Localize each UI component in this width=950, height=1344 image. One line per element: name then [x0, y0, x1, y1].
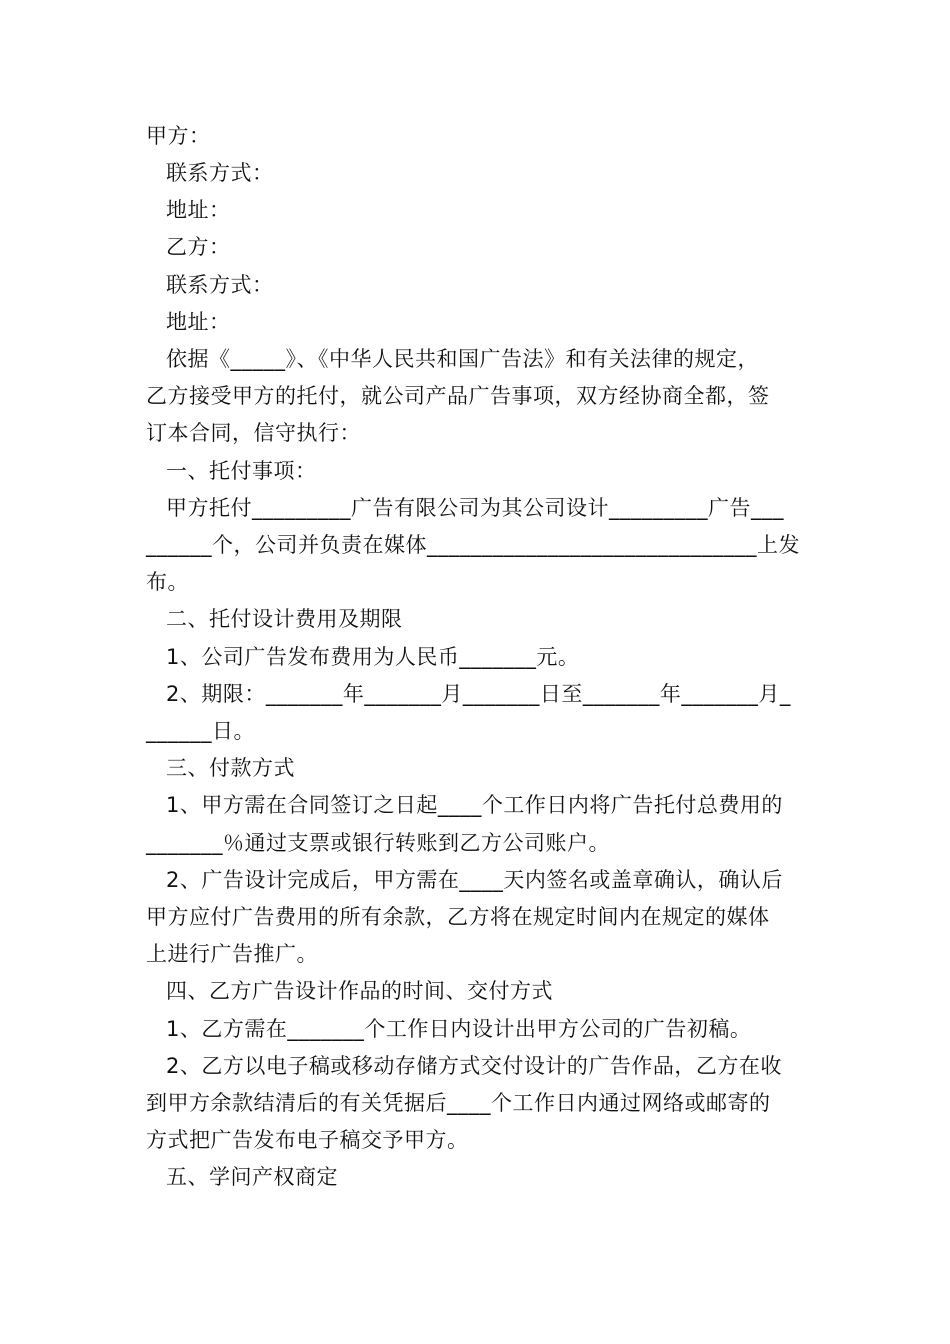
section-3-item-2-line-1: 2、广告设计完成后，甲方需在____天内签名或盖章确认，确认后 — [166, 868, 783, 892]
preamble-line-2: 乙方接受甲方的托付，就公司产品广告事项，双方经协商全都，签 — [146, 384, 770, 408]
section-heading-2: 二、托付设计费用及期限 — [166, 607, 403, 631]
section-2-item-2-line-2: ______日。 — [146, 719, 255, 743]
section-1-line-3: 布。 — [146, 570, 189, 594]
party-b-address-label: 地址： — [166, 310, 231, 334]
section-1-line-1: 甲方托付_________广告有限公司为其公司设计_________广告___ — [166, 496, 784, 520]
section-3-item-1-line-1: 1、甲方需在合同签订之日起____个工作日内将广告托付总费用的 — [166, 793, 783, 817]
party-a-label: 甲方： — [146, 124, 211, 148]
preamble-line-3: 订本合同，信守执行： — [146, 421, 361, 445]
section-4-item-2-line-3: 方式把广告发布电子稿交予甲方。 — [146, 1128, 469, 1152]
preamble-line-1: 依据《_____》、《中华人民共和国广告法》和有关法律的规定， — [166, 347, 759, 371]
section-4-item-2-line-1: 2、乙方以电子稿或移动存储方式交付设计的广告作品，乙方在收 — [166, 1054, 782, 1078]
section-2-item-1: 1、公司广告发布费用为人民币_______元。 — [166, 645, 580, 669]
section-heading-4: 四、乙方广告设计作品的时间、交付方式 — [166, 979, 553, 1003]
section-2-item-2-line-1: 2、期限：_______年_______月_______日至_______年_______月_ — [166, 682, 791, 706]
party-a-address-label: 地址： — [166, 198, 231, 222]
party-b-contact-label: 联系方式： — [166, 273, 274, 297]
section-heading-5: 五、学问产权商定 — [166, 1165, 338, 1189]
section-3-item-2-line-2: 甲方应付广告费用的所有余款，乙方将在规定时间内在规定的媒体 — [146, 905, 770, 929]
party-a-contact-label: 联系方式： — [166, 161, 274, 185]
party-b-label: 乙方： — [166, 235, 231, 259]
section-3-item-1-line-2: _______％通过支票或银行转账到乙方公司账户。 — [146, 831, 610, 855]
section-heading-1: 一、托付事项： — [166, 459, 317, 483]
section-1-line-2: ______个，公司并负责在媒体______________________________上发 — [146, 533, 800, 557]
section-4-item-1: 1、乙方需在_______个工作日内设计出甲方公司的广告初稿。 — [166, 1017, 752, 1041]
section-heading-3: 三、付款方式 — [166, 756, 295, 780]
section-4-item-2-line-2: 到甲方余款结清后的有关凭据后____个工作日内通过网络或邮寄的 — [146, 1091, 771, 1115]
section-3-item-2-line-3: 上进行广告推广。 — [146, 942, 318, 966]
